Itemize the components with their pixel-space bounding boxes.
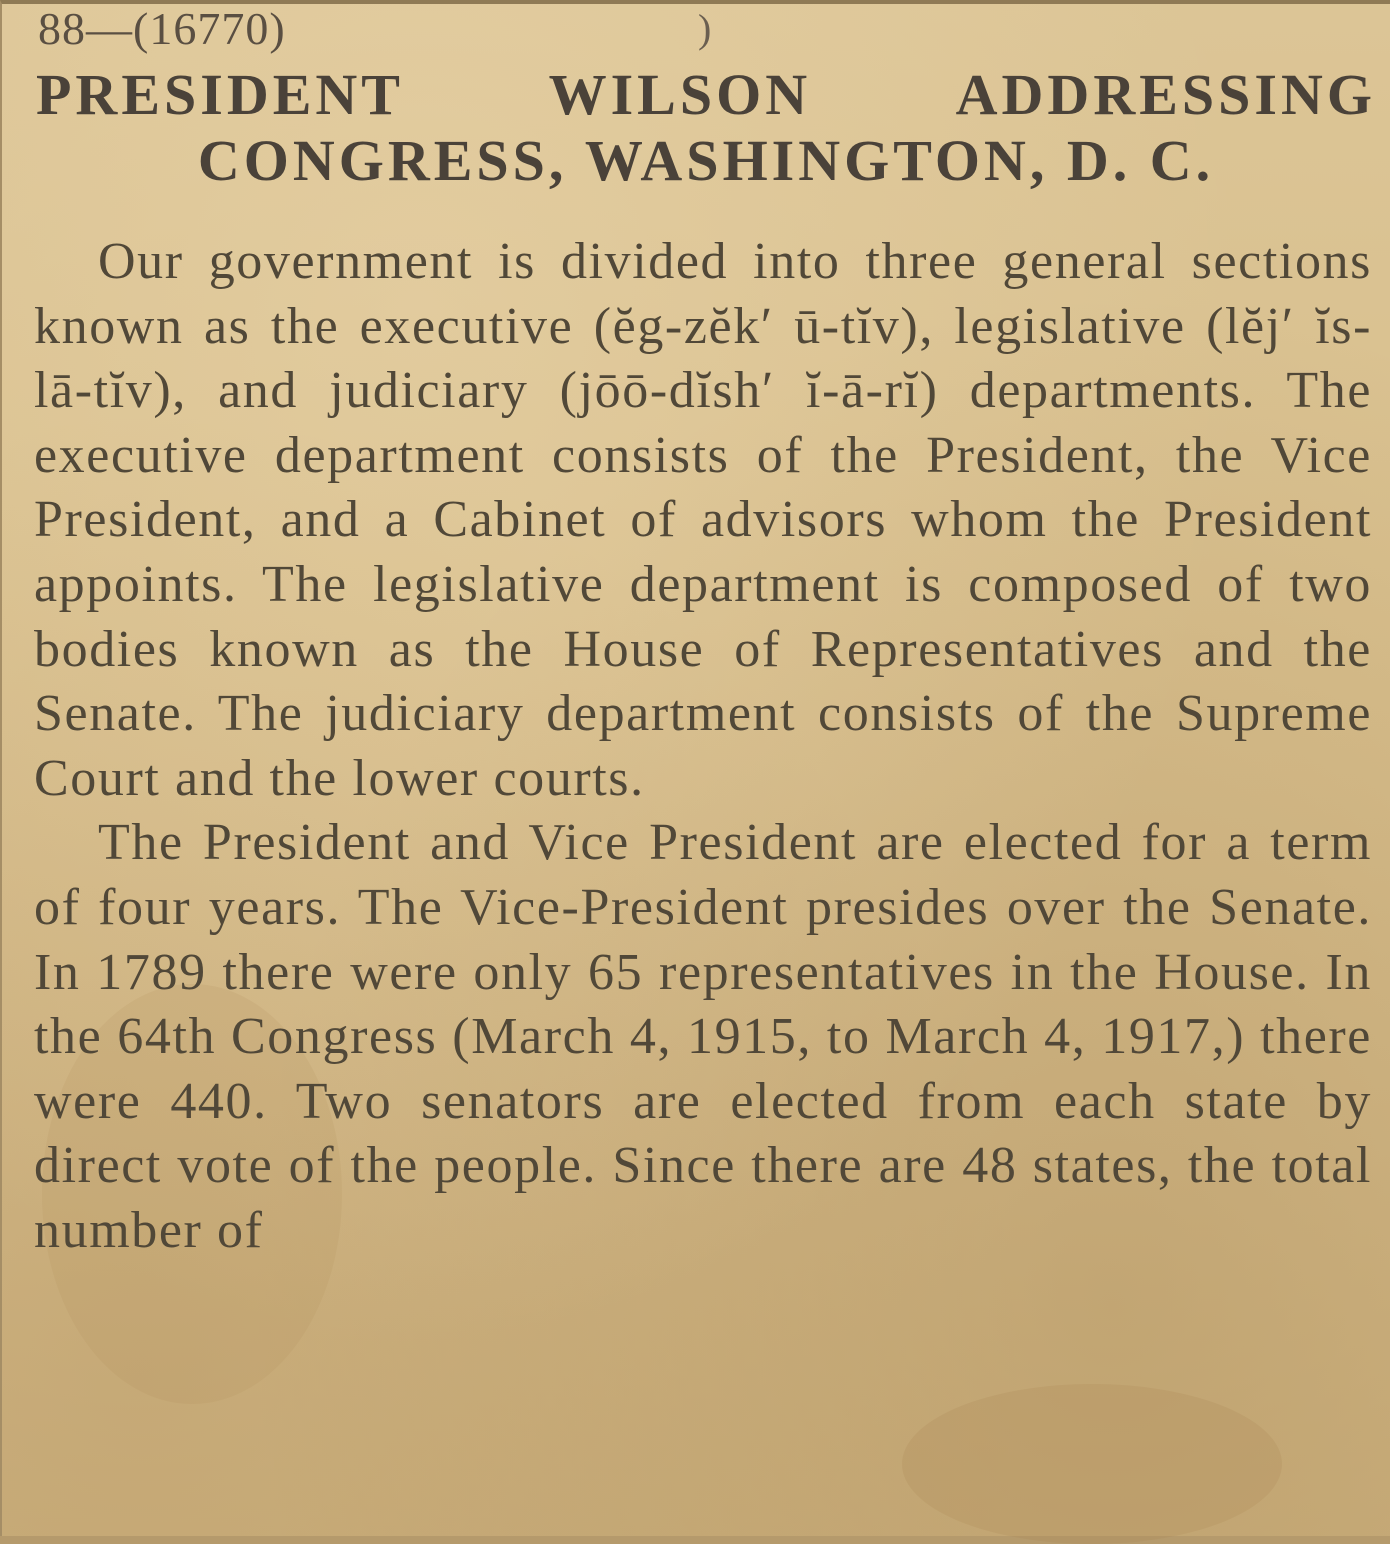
title-word: ADDRESSING	[955, 62, 1376, 127]
catalog-number	[38, 3, 713, 54]
title-word: PRESIDENT	[36, 62, 404, 127]
catalog-number-text: 88—(16770)	[38, 3, 286, 54]
title-word: WILSON	[548, 62, 812, 127]
title-line-2: CONGRESS, WASHINGTON, D. C.	[197, 128, 1215, 193]
paper-stain	[902, 1384, 1282, 1544]
card-title	[36, 62, 1376, 194]
title-line-1	[36, 62, 1376, 128]
card-body	[34, 230, 1372, 1264]
paragraph: Our government is divided into three general sections known as the executive (ĕg-zĕk′ ū-tĭv), legislative (lĕj′ ĭs-lā-tĭv), and judiciary (jōō-dĭsh′ ĭ-ā-rĭ) departments. The executive department consists of the President, the Vice President, and a Cabinet of advisors whom the President appoints. The legislative department is composed of two bodies known as the House of Representatives and the Senate. The judiciary department consists of the Supreme Court and the lower courts.	[34, 233, 1372, 807]
paragraph: The President and Vice President are elected for a term of four years. The Vice-President presides over the Senate. In 1789 there were only 65 representatives in the House. In the 64th Congress (March 4, 1915, to March 4, 1917,) there were 440. Two senators are elected from each state by direct vote of the people. Since there are 48 states, the total number of	[34, 814, 1372, 1259]
catalog-number-close: )	[698, 6, 713, 51]
